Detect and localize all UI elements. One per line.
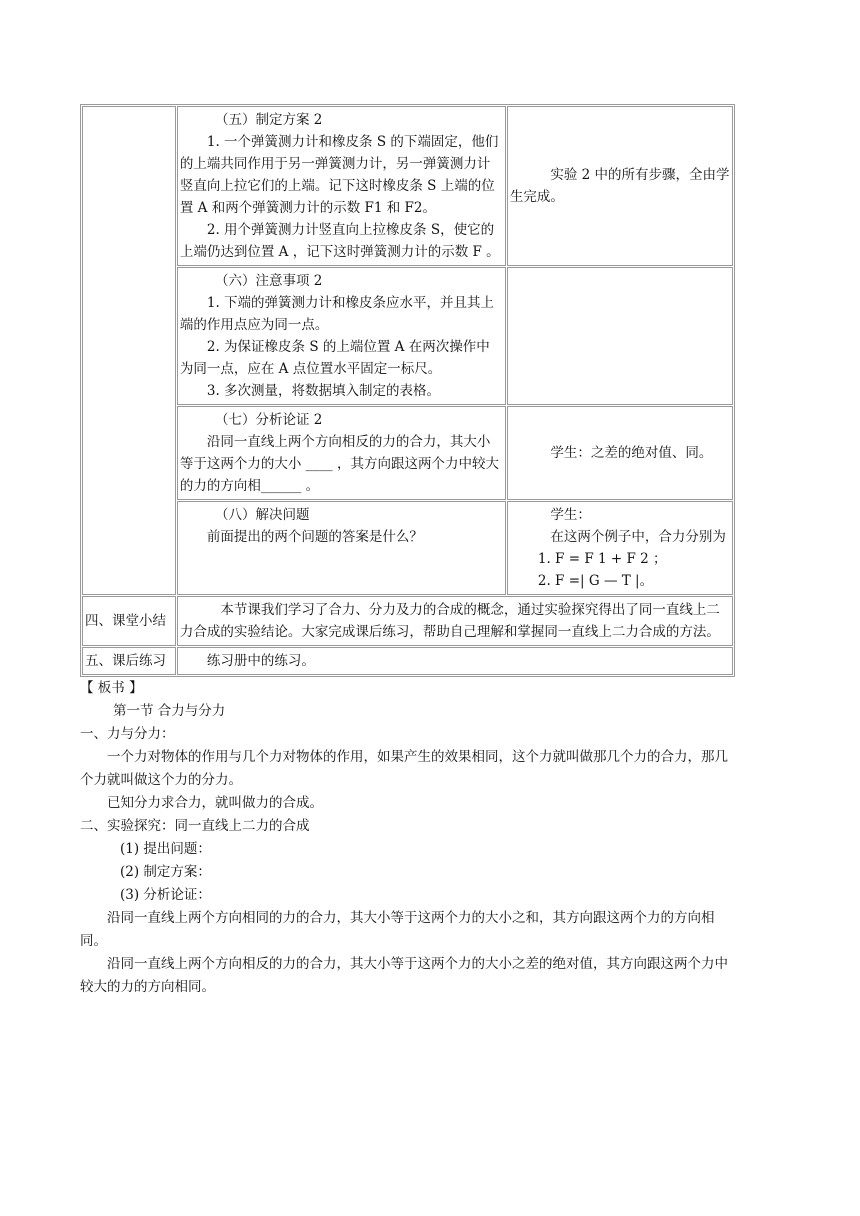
- cautions-cell: [177, 267, 506, 405]
- analysis-cell: [177, 406, 506, 500]
- table-row: [82, 501, 733, 595]
- board-heading-2: 二、实验探究：同一直线上二力的合成: [80, 818, 310, 834]
- board-step-2: (2) 制定方案：: [120, 864, 211, 880]
- homework-label: 五、课后练习: [82, 647, 176, 675]
- plan-step-2: 2. 用个弹簧测力计竖直向上拉橡皮条 S，使它的上端仍达到位置 A ，记下这时弹簧测力计的示数 F 。: [179, 222, 500, 260]
- summary-label: 四、课堂小结: [82, 596, 176, 646]
- analysis-text: 沿同一直线上两个方向相反的力的合力，其大小等于这两个力的大小 ____ ，其方向跟这两个力中较大的力的方向相______ 。: [179, 434, 499, 494]
- solve-note-cell: [507, 501, 733, 595]
- lesson-table: [80, 104, 735, 677]
- table-row: [82, 596, 733, 646]
- board-title: 【 板书 】: [80, 680, 143, 696]
- analysis-note: 学生：之差的绝对值、同。: [550, 445, 713, 461]
- solve-note-line-1: 学生：: [550, 507, 591, 523]
- board-section-title: 第一节 合力与分力: [113, 703, 226, 719]
- analysis-heading: （七）分析论证 2: [214, 412, 323, 428]
- plan-note-cell: [507, 106, 733, 266]
- plan-step-1: 1. 一个弹簧测力计和橡皮条 S 的下端固定，他们的上端共同作用于另一弹簧测力计，另一弹簧测力计竖直向上拉它们的上端。记下这时橡皮条 S 上端的位置 A 和两个弹簧测力计的示数 F1 和 F2。: [179, 134, 499, 216]
- plan-note: 实验 2 中的所有步骤，全由学生完成。: [509, 167, 730, 205]
- board-paragraph-2: 已知分力求合力，就叫做力的合成。: [107, 795, 323, 811]
- caution-1: 1. 下端的弹簧测力计和橡皮条应水平，并且其上端的作用点应为同一点。: [179, 295, 495, 333]
- board-heading-1: 一、力与分力：: [80, 726, 175, 742]
- board-paragraph-1: 一个力对物体的作用与几个力对物体的作用，如果产生的效果相同，这个力就叫做那几个力的合力，那几个力就叫做这个力的分力。: [80, 749, 728, 788]
- summary-text: 本节课我们学习了合力、分力及力的合成的概念，通过实验探究得出了同一直线上二力合成的实验结论。大家完成课后练习，帮助自己理解和掌握同一直线上二力合成的方法。: [179, 602, 720, 640]
- blackboard-section: [80, 677, 735, 999]
- plan-cell: [177, 106, 506, 266]
- solve-cell: [177, 501, 506, 595]
- solve-note-line-3: 1. F = F 1 + F 2 ；: [537, 551, 667, 567]
- caution-2: 2. 为保证橡皮条 S 的上端位置 A 在两次操作中为同一点，应在 A 点位置水平固定一标尺。: [179, 339, 490, 377]
- cautions-note-cell: [507, 267, 733, 405]
- board-paragraph-3: 沿同一直线上两个方向相同的力的合力，其大小等于这两个力的大小之和，其方向跟这两个力的方向相同。: [80, 910, 715, 949]
- caution-3: 3. 多次测量，将数据填入制定的表格。: [206, 383, 441, 399]
- board-paragraph-4: 沿同一直线上两个方向相反的力的合力，其大小等于这两个力的大小之差的绝对值，其方向跟这两个力中较大的力的方向相同。: [80, 956, 728, 995]
- summary-cell: [177, 596, 733, 646]
- solve-note-line-4: 2. F =| G — T |。: [537, 573, 654, 589]
- table-row: [82, 647, 733, 675]
- table-row: [82, 406, 733, 500]
- table-row: [82, 267, 733, 405]
- homework-text: 练习册中的练习。: [206, 653, 315, 669]
- cautions-heading: （六）注意事项 2: [214, 273, 323, 289]
- board-step-1: (1) 提出问题：: [120, 841, 211, 857]
- empty-stage-cell: [82, 106, 176, 595]
- solve-heading: （八）解决问题: [214, 507, 310, 523]
- solve-question: 前面提出的两个问题的答案是什么？: [206, 529, 423, 545]
- document-page: [80, 104, 735, 999]
- solve-note-line-2: 在这两个例子中，合力分别为: [550, 529, 726, 545]
- board-step-3: (3) 分析论证：: [120, 887, 211, 903]
- homework-cell: [177, 647, 733, 675]
- analysis-note-cell: [507, 406, 733, 500]
- table-row: [82, 106, 733, 266]
- plan-heading: （五）制定方案 2: [214, 112, 323, 128]
